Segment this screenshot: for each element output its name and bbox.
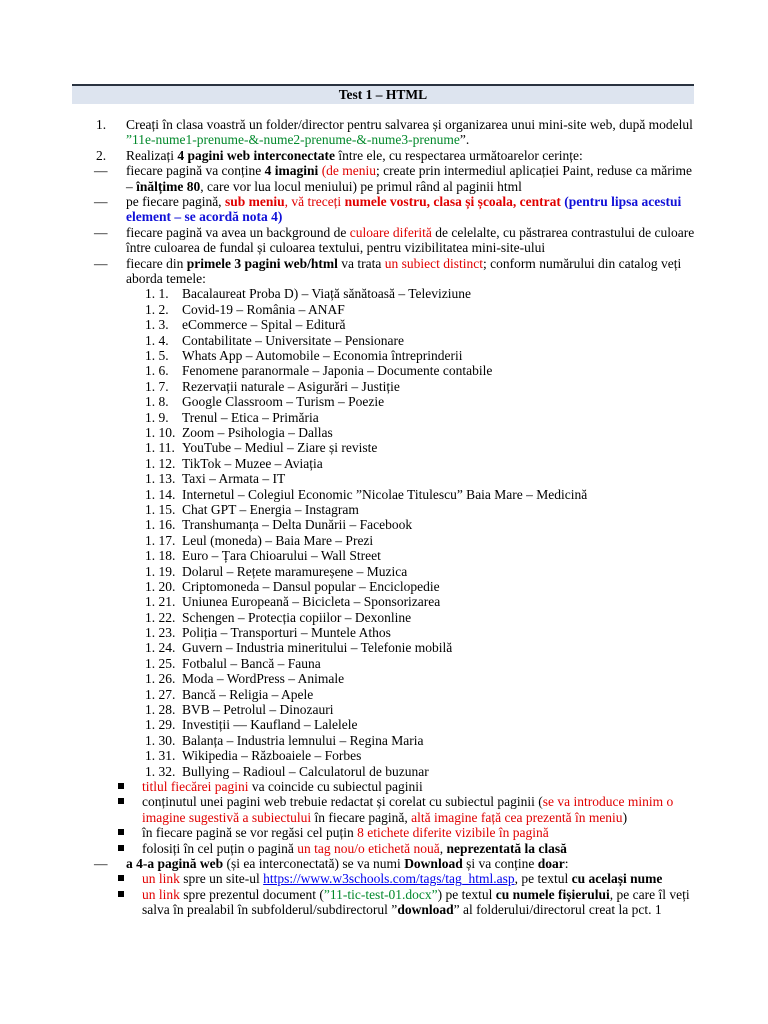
requirement-subjects bbox=[72, 256, 697, 287]
bullet-document-link bbox=[72, 887, 697, 918]
topic-number: 1. 24. bbox=[145, 640, 176, 656]
b6-a: un link bbox=[142, 886, 180, 902]
topic-item bbox=[72, 671, 697, 686]
topic-item bbox=[72, 379, 697, 394]
b6-h: ” al folderului/directorul creat la pct. 1 bbox=[453, 902, 662, 918]
d2-a: pe fiecare pagină, bbox=[126, 194, 225, 210]
topic-text: Bacalaureat Proba D) – Viață sănătoasă – Televiziune bbox=[182, 286, 472, 302]
item-2-text bbox=[72, 148, 697, 163]
topic-item bbox=[72, 471, 697, 486]
b6-f: , pe care îl veți salva în prealabil în subfolderul/subdirectorul ” bbox=[142, 886, 690, 918]
topic-item bbox=[72, 425, 697, 440]
topic-text: Contabilitate – Universitate – Pensionare bbox=[182, 332, 404, 348]
topic-number: 1. 31. bbox=[145, 748, 176, 764]
d4-c: va trata bbox=[337, 255, 385, 271]
topic-item bbox=[72, 610, 697, 625]
topic-text: BVB – Petrolul – Dinozauri bbox=[182, 702, 334, 718]
topic-item bbox=[72, 533, 697, 548]
document-file-name: ”11-tic-test-01.docx” bbox=[323, 886, 438, 902]
item-2-text-c: între ele, cu respectarea următoarelor cerințe: bbox=[334, 147, 583, 163]
topic-text: Fenomene paranormale – Japonia – Documente contabile bbox=[182, 363, 493, 379]
dash-marker: — bbox=[94, 163, 108, 179]
b2-a: conținutul unei pagini web trebuie redactat și corelat cu subiectul paginii ( bbox=[142, 794, 543, 810]
item-1 bbox=[72, 117, 697, 148]
item-1-text bbox=[72, 117, 697, 148]
topic-number: 1. 15. bbox=[145, 501, 176, 517]
folder-name-model: ”11e-nume1-prenume-&-nume2-prenume-&-nume3-prenume bbox=[126, 132, 460, 148]
item-2-number: 2. bbox=[96, 147, 107, 163]
topic-number: 1. 26. bbox=[145, 671, 176, 687]
d4-b: primele 3 pagini web/html bbox=[186, 255, 338, 271]
b1-b: va coincide cu subiectul paginii bbox=[248, 778, 423, 794]
topic-item bbox=[72, 564, 697, 579]
d1-a: fiecare pagină va conține bbox=[126, 163, 265, 179]
b3-a: în fiecare pagină se vor regăsi cel puțin bbox=[142, 825, 358, 841]
topic-text: Balanța – Industria lemnului – Regina Maria bbox=[182, 732, 424, 748]
topic-text: Guvern – Industria mineritului – Telefonie mobilă bbox=[182, 640, 453, 656]
bullet-square bbox=[118, 798, 124, 804]
topic-number: 1. 32. bbox=[145, 763, 176, 779]
topic-text: Uniunea Europeană – Bicicleta – Sponsorizarea bbox=[182, 594, 441, 610]
topic-number: 1. 29. bbox=[145, 717, 176, 733]
b3-b: 8 etichete diferite vizibile în pagină bbox=[357, 825, 549, 841]
topic-item bbox=[72, 394, 697, 409]
topic-item bbox=[72, 702, 697, 717]
topic-number: 1. 16. bbox=[145, 517, 176, 533]
topic-item bbox=[72, 579, 697, 594]
topic-text: Covid-19 – România – ANAF bbox=[182, 301, 345, 317]
bullet-w3schools-link bbox=[72, 871, 697, 886]
requirement-subjects-text bbox=[72, 256, 697, 287]
topic-text: TikTok – Muzee – Aviația bbox=[182, 455, 323, 471]
bullet-tags bbox=[72, 825, 697, 840]
topic-text: Euro – Țara Chioarului – Wall Street bbox=[182, 548, 381, 564]
item-2-emphasis: 4 pagini web interconectate bbox=[177, 147, 335, 163]
topic-text: Wikipedia – Războaiele – Forbes bbox=[182, 748, 362, 764]
b2-c: în fiecare pagină, bbox=[311, 809, 412, 825]
topic-item bbox=[72, 348, 697, 363]
bullet-square bbox=[118, 845, 124, 851]
topic-number: 1. 27. bbox=[145, 686, 176, 702]
b2-e: ) bbox=[622, 809, 628, 825]
topic-number: 1. 1. bbox=[145, 286, 169, 302]
b4-c: , bbox=[439, 840, 447, 856]
bullet-document-link-text bbox=[72, 887, 697, 918]
topic-number: 1. 23. bbox=[145, 625, 176, 641]
d1-b: 4 imagini bbox=[264, 163, 319, 179]
item-1-number: 1. bbox=[96, 117, 107, 132]
topic-text: Whats App – Automobile – Economia întreprinderii bbox=[182, 348, 463, 364]
item-2-text-a: Realizați bbox=[126, 147, 178, 163]
d2-d: numele vostru, clasa și școala, centrat bbox=[344, 194, 561, 210]
topic-number: 1. 13. bbox=[145, 471, 176, 487]
topic-text: Bullying – Radioul – Calculatorul de buzunar bbox=[182, 763, 429, 779]
d3-c: de celelalte, cu păstrarea contrastului de culoare între culoarea de fundal și culoarea textului, pentru vizibilitatea mini-site-ului bbox=[126, 224, 695, 256]
topic-number: 1. 8. bbox=[145, 394, 169, 410]
topic-number: 1. 21. bbox=[145, 594, 176, 610]
d3-a: fiecare pagină va avea un background de bbox=[126, 224, 350, 240]
b6-e: cu numele fișierului bbox=[495, 886, 610, 902]
bullet-page-title bbox=[72, 779, 697, 794]
topic-item bbox=[72, 717, 697, 732]
topic-number: 1. 3. bbox=[145, 317, 169, 333]
b5-a: un link bbox=[142, 871, 180, 887]
requirement-background-text bbox=[72, 225, 697, 256]
bullet-new-tag-text bbox=[72, 841, 697, 856]
d1-d: ; create prin intermediul aplicației Paint, reduse ca mărime – bbox=[126, 163, 693, 194]
topic-number: 1. 22. bbox=[145, 609, 176, 625]
b6-g: download bbox=[397, 902, 454, 918]
topic-item bbox=[72, 548, 697, 563]
topic-number: 1. 7. bbox=[145, 378, 169, 394]
bullet-square bbox=[118, 875, 124, 881]
d5-a: a 4-a pagină web bbox=[126, 856, 224, 871]
bullet-new-tag bbox=[72, 841, 697, 856]
topic-text: Investiții — Kaufland – Lalelele bbox=[182, 717, 358, 733]
b5-b: spre un site-ul bbox=[179, 871, 264, 887]
topic-item bbox=[72, 317, 697, 332]
b4-b: un tag nou/o etichetă nouă bbox=[297, 840, 440, 856]
topic-text: Rezervații naturale – Asigurări – Justiție bbox=[182, 378, 400, 394]
requirement-name-class-text bbox=[72, 194, 697, 225]
requirement-name-class bbox=[72, 194, 697, 225]
item-1-text-c: ”. bbox=[459, 132, 470, 148]
topic-item bbox=[72, 302, 697, 317]
bullet-tags-text bbox=[72, 825, 697, 840]
topic-text: Fotbalul – Bancă – Fauna bbox=[182, 655, 321, 671]
topic-item bbox=[72, 625, 697, 640]
topic-item bbox=[72, 333, 697, 348]
topic-item bbox=[72, 517, 697, 532]
topic-number: 1. 20. bbox=[145, 578, 176, 594]
b6-d: ) pe textul bbox=[437, 886, 496, 902]
topic-number: 1. 14. bbox=[145, 486, 176, 502]
topic-item bbox=[72, 640, 697, 655]
b4-a: folosiți în cel puțin o pagină bbox=[142, 840, 298, 856]
topic-text: Zoom – Psihologia – Dallas bbox=[182, 424, 333, 440]
topic-text: Google Classroom – Turism – Poezie bbox=[182, 394, 385, 410]
topic-number: 1. 4. bbox=[145, 332, 169, 348]
topic-text: Internetul – Colegiul Economic ”Nicolae Titulescu” Baia Mare – Medicină bbox=[182, 486, 588, 502]
b2-b: se va introduce minim o imagine sugestivă a subiectului bbox=[142, 794, 674, 825]
dash-marker: — bbox=[94, 194, 108, 210]
topic-number: 1. 17. bbox=[145, 532, 176, 548]
d4-d: un subiect distinct bbox=[384, 255, 483, 271]
requirement-download-page bbox=[72, 856, 697, 871]
d4-a: fiecare din bbox=[126, 255, 187, 271]
bullet-content-text bbox=[72, 794, 697, 825]
topic-number: 1. 2. bbox=[145, 301, 169, 317]
topic-text: Poliția – Transporturi – Muntele Athos bbox=[182, 625, 391, 641]
dash-marker: — bbox=[94, 255, 108, 271]
d5-e: doar bbox=[537, 856, 565, 871]
topic-item bbox=[72, 286, 697, 301]
topic-text: Trenul – Etica – Primăria bbox=[182, 409, 319, 425]
b4-d: neprezentată la clasă bbox=[446, 840, 567, 856]
topic-number: 1. 28. bbox=[145, 702, 176, 718]
bullet-content bbox=[72, 794, 697, 825]
d1-c: (de meniu bbox=[318, 163, 377, 179]
bullet-page-title-text bbox=[72, 779, 697, 794]
d2-c: , vă treceți bbox=[284, 194, 345, 210]
topic-item bbox=[72, 748, 697, 763]
test-content bbox=[72, 117, 697, 918]
b5-d: , pe textul bbox=[514, 871, 572, 887]
topic-item bbox=[72, 456, 697, 471]
topic-number: 1. 11. bbox=[145, 440, 175, 456]
d3-b: culoare diferită bbox=[349, 224, 432, 240]
d1-f: , care vor lua locul meniului) pe primul rând al paginii html bbox=[200, 178, 522, 194]
topic-text: Chat GPT – Energia – Instagram bbox=[182, 501, 359, 517]
topic-number: 1. 12. bbox=[145, 455, 176, 471]
d5-c: Download bbox=[404, 856, 463, 871]
b1-a: titlul fiecărei pagini bbox=[142, 778, 249, 794]
topic-text: Schengen – Protecția copiilor – Dexonline bbox=[182, 609, 412, 625]
topic-text: Leul (moneda) – Baia Mare – Prezi bbox=[182, 532, 374, 548]
topic-number: 1. 5. bbox=[145, 348, 169, 364]
requirement-background bbox=[72, 225, 697, 256]
requirement-download-page-text bbox=[72, 856, 697, 871]
item-2 bbox=[72, 148, 697, 163]
page-title: Test 1 – HTML bbox=[72, 84, 694, 104]
topic-number: 1. 18. bbox=[145, 548, 176, 564]
w3schools-link[interactable]: https://www.w3schools.com/tags/tag_html.asp bbox=[263, 871, 515, 887]
item-1-text-a: Creați în clasa voastră un folder/director pentru salvarea și organizarea unui mini-site web, după modelul bbox=[126, 117, 693, 132]
topic-item bbox=[72, 363, 697, 378]
bullet-square bbox=[118, 891, 124, 897]
topic-text: Moda – WordPress – Animale bbox=[182, 671, 345, 687]
topic-number: 1. 25. bbox=[145, 655, 176, 671]
b6-b: spre prezentul document ( bbox=[179, 886, 324, 902]
requirement-menu-images-text bbox=[72, 163, 697, 194]
topic-number: 1. 6. bbox=[145, 363, 169, 379]
topic-text: Criptomoneda – Dansul popular – Enciclopedie bbox=[182, 578, 440, 594]
bullet-square bbox=[118, 783, 124, 789]
d1-e: înălțime 80 bbox=[136, 178, 201, 194]
d2-b: sub meniu bbox=[224, 194, 285, 210]
topic-list bbox=[72, 286, 697, 779]
dash-marker: — bbox=[94, 856, 108, 871]
topic-text: Bancă – Religia – Apele bbox=[182, 686, 314, 702]
topic-text: eCommerce – Spital – Editură bbox=[182, 317, 346, 333]
d5-f: : bbox=[564, 856, 569, 871]
topic-item bbox=[72, 687, 697, 702]
topic-item bbox=[72, 502, 697, 517]
topic-text: Transhumanța – Delta Dunării – Facebook bbox=[182, 517, 413, 533]
requirement-menu-images bbox=[72, 163, 697, 194]
topic-text: Taxi – Armata – IT bbox=[182, 471, 286, 487]
topic-text: YouTube – Mediul – Ziare și reviste bbox=[182, 440, 378, 456]
d2-e: (pentru lipsa acestui element – se acordă nota 4) bbox=[126, 194, 682, 225]
topic-item bbox=[72, 487, 697, 502]
b5-e: cu același nume bbox=[571, 871, 663, 887]
d5-b: (și ea interconectată) se va numi bbox=[223, 856, 405, 871]
topic-text: Dolarul – Rețete maramureșene – Muzica bbox=[182, 563, 408, 579]
topic-number: 1. 30. bbox=[145, 732, 176, 748]
d4-e: ; conform numărului din catalog veți aborda temele: bbox=[126, 255, 682, 287]
topic-number: 1. 19. bbox=[145, 563, 176, 579]
topic-number: 1. 10. bbox=[145, 424, 176, 440]
topic-number: 1. 9. bbox=[145, 409, 169, 425]
topic-item bbox=[72, 410, 697, 425]
topic-item bbox=[72, 656, 697, 671]
bullet-w3schools-link-text bbox=[72, 871, 697, 886]
d5-d: și va conține bbox=[462, 856, 538, 871]
topic-item bbox=[72, 440, 697, 455]
bullet-square bbox=[118, 829, 124, 835]
topic-item bbox=[72, 733, 697, 748]
b2-d: altă imagine față cea prezentă în meniu bbox=[411, 809, 623, 825]
topic-item bbox=[72, 764, 697, 779]
dash-marker: — bbox=[94, 224, 108, 240]
topic-item bbox=[72, 594, 697, 609]
